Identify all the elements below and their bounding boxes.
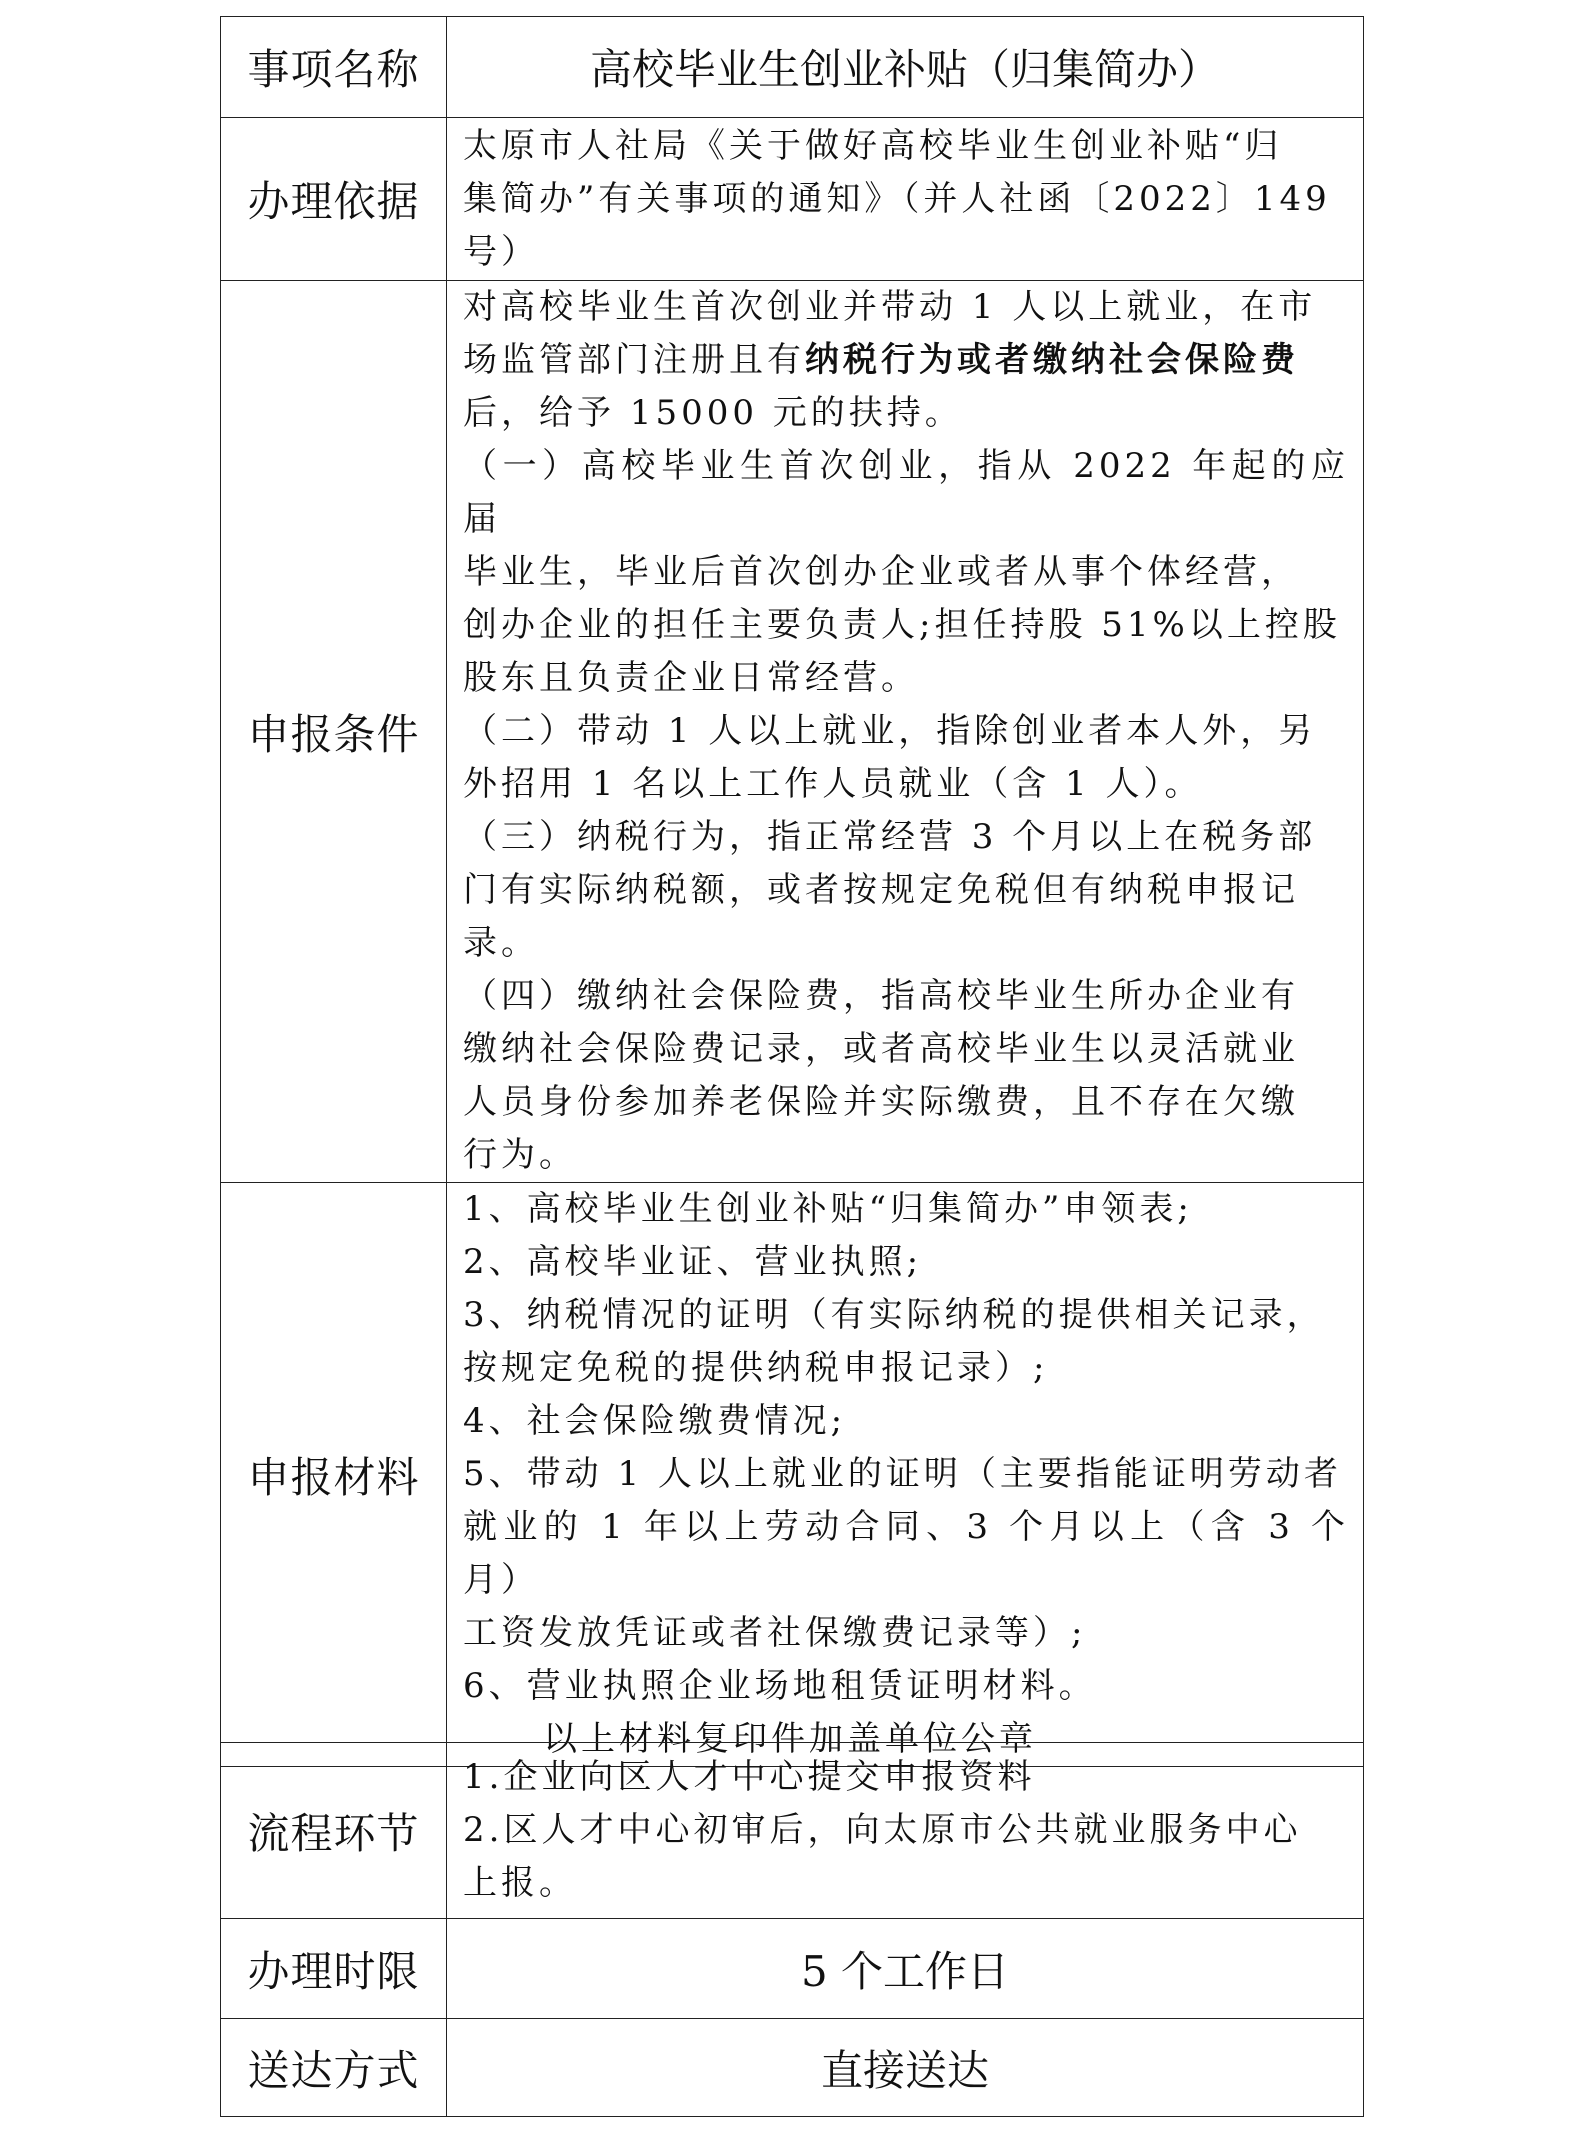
row-materials: [221, 1183, 1364, 1767]
basis-line: 太原市人社局《关于做好高校毕业生创业补贴“归: [463, 125, 1283, 166]
item-name-value: 高校毕业生创业补贴（归集简办）: [447, 17, 1364, 118]
time-limit-value: 5 个工作日: [447, 1919, 1364, 2019]
material-line: 3、纳税情况的证明（有实际纳税的提供相关记录，: [463, 1295, 1325, 1335]
condition-line: （四）缴纳社会保险费，指高校毕业生所办企业有: [463, 976, 1299, 1016]
condition-line: （二）带动 1 人以上就业，指除创业者本人外，另: [463, 711, 1317, 751]
condition-line: 行为。: [463, 1135, 577, 1175]
delivery-label: 送达方式: [221, 2019, 447, 2117]
process-content: [447, 1743, 1364, 1919]
condition-line: 缴纳社会保险费记录，或者高校毕业生以灵活就业: [463, 1029, 1299, 1069]
time-limit-label: 办理时限: [221, 1919, 447, 2019]
process-line: 1.企业向区人才中心提交申报资料: [463, 1757, 1036, 1797]
basis-label: 办理依据: [221, 118, 447, 281]
condition-line: 人员身份参加养老保险并实际缴费，且不存在欠缴: [463, 1082, 1299, 1122]
row-basis: [221, 118, 1364, 281]
basis-content: [447, 118, 1364, 281]
material-line: 4、社会保险缴费情况;: [463, 1401, 847, 1441]
condition-line: （一）高校毕业生首次创业，指从 2022 年起的应届: [463, 446, 1349, 539]
material-line: 2、高校毕业证、营业执照;: [463, 1242, 923, 1282]
delivery-value: 直接送达: [447, 2019, 1364, 2117]
process-line: 上报。: [463, 1863, 577, 1903]
process-label: 流程环节: [221, 1743, 447, 1919]
conditions-intro-bold: 纳税行为或者缴纳社会保险费: [805, 340, 1299, 380]
material-line: 5、带动 1 人以上就业的证明（主要指能证明劳动者: [463, 1454, 1342, 1494]
conditions-intro-text: 场监管部门注册且有: [463, 340, 805, 380]
materials-label: 申报材料: [221, 1183, 447, 1767]
condition-line: 毕业生，毕业后首次创办企业或者从事个体经营，: [463, 552, 1299, 592]
material-line: 工资发放凭证或者社保缴费记录等）;: [463, 1613, 1087, 1653]
condition-line: 录。: [463, 923, 539, 963]
condition-line: 门有实际纳税额，或者按规定免税但有纳税申报记: [463, 870, 1299, 910]
info-table-1: [220, 16, 1364, 1767]
row-time-limit: [221, 1919, 1364, 2019]
item-name-label: 事项名称: [221, 17, 447, 118]
condition-line: 外招用 1 名以上工作人员就业（含 1 人）。: [463, 764, 1203, 804]
condition-line: 股东且负责企业日常经营。: [463, 658, 919, 698]
materials-content: [447, 1183, 1364, 1767]
conditions-intro-line: 对高校毕业生首次创业并带动 1 人以上就业，在市: [463, 287, 1317, 327]
info-table-2: [220, 1742, 1364, 2117]
material-line: 按规定免税的提供纳税申报记录）;: [463, 1348, 1049, 1388]
basis-line: 集简办”有关事项的通知》（并人社函〔2022〕149: [463, 178, 1331, 219]
condition-line: 创办企业的担任主要负责人;担任持股 51%以上控股: [463, 605, 1341, 645]
row-process: [221, 1743, 1364, 1919]
conditions-intro-line: [463, 334, 1349, 387]
basis-line: 号）: [463, 231, 539, 272]
material-line: 6、营业执照企业场地租赁证明材料。: [463, 1666, 1097, 1706]
material-line: 就业的 1 年以上劳动合同、3 个月以上（含 3 个月）: [463, 1507, 1349, 1600]
conditions-label: 申报条件: [221, 281, 447, 1183]
row-delivery: [221, 2019, 1364, 2117]
row-item-name: [221, 17, 1364, 118]
process-line: 2.区人才中心初审后，向太原市公共就业服务中心: [463, 1810, 1302, 1850]
conditions-content: [447, 281, 1364, 1183]
row-conditions: [221, 281, 1364, 1183]
materials-note: 以上材料复印件加盖单位公章: [543, 1719, 1037, 1759]
material-line: 1、高校毕业生创业补贴“归集简办”申领表;: [463, 1189, 1193, 1229]
conditions-intro-line: 后，给予 15000 元的扶持。: [463, 393, 963, 433]
condition-line: （三）纳税行为，指正常经营 3 个月以上在税务部: [463, 817, 1317, 857]
